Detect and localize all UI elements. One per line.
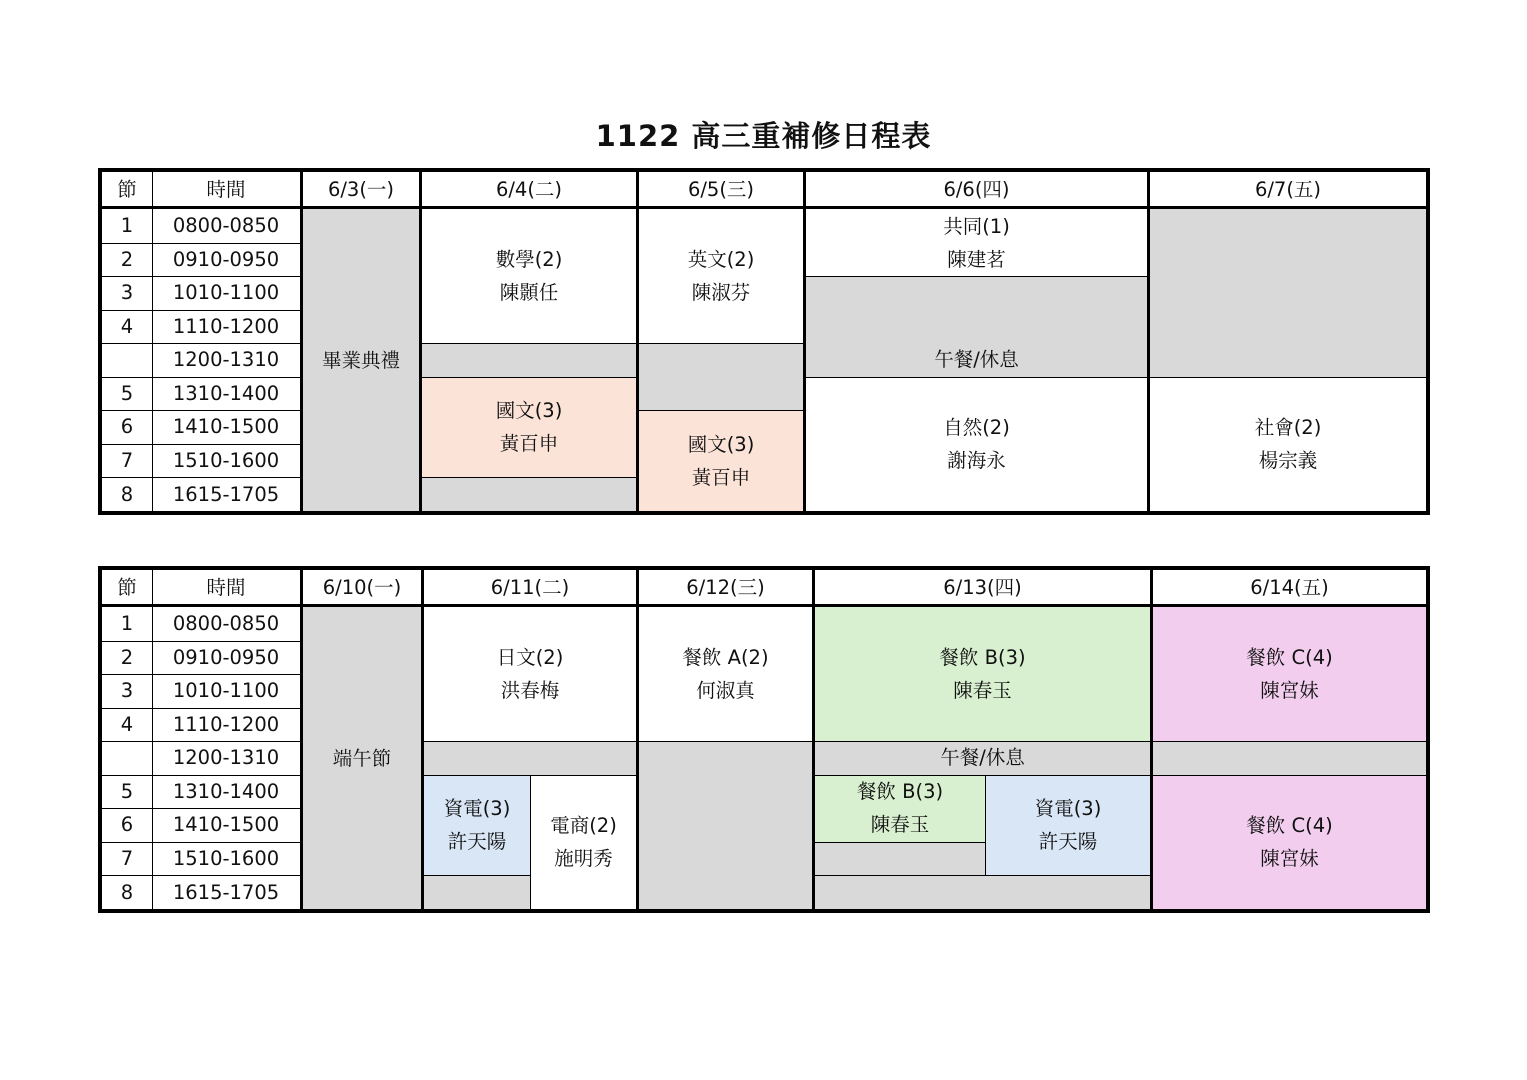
block-divider [422, 343, 636, 344]
period-number: 4 [120, 712, 134, 736]
teacher-name: 楊宗義 [1258, 448, 1318, 472]
block-divider [1153, 741, 1426, 742]
block-divider [1153, 775, 1426, 776]
column-divider [812, 570, 815, 909]
period-number [102, 343, 152, 377]
schedule-table-week2 [98, 566, 1430, 913]
schedule-table-week1 [98, 168, 1430, 515]
course-name: 共同(1) [943, 214, 1010, 238]
row-divider [102, 444, 300, 445]
period-number: 1 [120, 612, 134, 636]
day-header: 6/13(四) [943, 575, 1022, 599]
header-period: 節 [117, 575, 137, 599]
teacher-name: 陳宮妹 [1260, 846, 1319, 870]
course-name: 自然(2) [943, 415, 1010, 439]
teacher-name: 洪春梅 [500, 679, 560, 702]
block-divider [422, 377, 636, 378]
column-divider [1150, 570, 1153, 909]
teacher-name: 許天陽 [1038, 829, 1098, 853]
empty-block [639, 741, 812, 909]
event-label: 畢業典禮 [321, 348, 400, 372]
row-divider [102, 243, 300, 244]
header-period: 節 [117, 177, 137, 201]
period-number: 5 [120, 381, 134, 405]
day-header: 6/7(五) [1254, 177, 1322, 201]
teacher-name: 許天陽 [447, 829, 507, 853]
course-block [422, 209, 636, 343]
teacher-name: 黃百申 [691, 465, 751, 489]
row-divider [102, 641, 300, 642]
course-block [531, 775, 636, 910]
block-divider [815, 741, 1150, 742]
column-divider [803, 172, 806, 511]
day-header: 6/14(五) [1250, 575, 1329, 599]
course-block [815, 607, 1150, 741]
column-divider [300, 570, 303, 909]
lunch-block [815, 741, 1150, 775]
teacher-name: 陳宮妹 [1260, 679, 1319, 702]
lunch-block [422, 343, 636, 377]
period-number: 7 [120, 448, 134, 472]
teacher-name: 陳建茗 [947, 247, 1006, 271]
period-time: 1110-1200 [172, 712, 280, 736]
period-time: 0800-0850 [172, 612, 280, 636]
empty-block [422, 477, 636, 511]
column-divider [636, 570, 639, 909]
teacher-name: 陳顥任 [499, 281, 559, 304]
empty-block [806, 276, 1147, 343]
course-name: 餐飲 B(3) [856, 780, 944, 803]
header-time: 時間 [206, 177, 246, 201]
period-time: 1510-1600 [172, 846, 280, 870]
row-divider [102, 410, 300, 411]
block-divider [639, 410, 803, 411]
course-block [639, 209, 803, 343]
period-time: 0910-0950 [172, 247, 280, 271]
course-block [815, 775, 985, 842]
column-divider [636, 172, 639, 511]
course-name: 日文(2) [496, 646, 564, 669]
empty-block [1150, 209, 1426, 377]
period-time: 1510-1600 [172, 448, 280, 472]
period-number: 6 [120, 415, 134, 439]
period-number: 5 [120, 779, 134, 803]
block-divider [639, 343, 803, 344]
row-divider [102, 276, 300, 277]
period-number: 3 [120, 679, 134, 703]
row-divider [102, 775, 300, 776]
block-divider [424, 741, 636, 742]
course-name: 資電(3) [443, 796, 511, 820]
block-divider [806, 276, 1147, 277]
block-divider [815, 842, 985, 843]
period-time: 1200-1310 [172, 348, 280, 372]
row-divider [102, 741, 300, 742]
row-divider [102, 708, 300, 709]
teacher-name: 施明秀 [554, 846, 613, 870]
course-block [1153, 607, 1426, 741]
block-divider [815, 875, 1150, 876]
lunch-block [806, 343, 1147, 377]
block-divider [424, 875, 530, 876]
block-divider [422, 477, 636, 478]
column-divider [300, 172, 303, 511]
page-title: 1122 高三重補修日程表 [595, 119, 932, 153]
course-name: 國文(3) [495, 398, 563, 422]
teacher-name: 何淑真 [696, 679, 755, 702]
course-block [806, 209, 1147, 276]
empty-block [815, 875, 1150, 909]
column-divider [152, 570, 153, 909]
period-time: 1310-1400 [172, 381, 280, 405]
day-header: 6/6(四) [943, 177, 1010, 201]
course-name: 餐飲 A(2) [682, 646, 769, 669]
day-header: 6/10(一) [322, 575, 402, 599]
period-time: 1615-1705 [172, 482, 280, 506]
event-cell-holiday [303, 607, 421, 909]
course-block [1153, 775, 1426, 910]
row-divider [102, 842, 300, 843]
course-block [1150, 377, 1426, 512]
course-name: 數學(2) [495, 248, 563, 271]
empty-block [815, 842, 985, 876]
teacher-name: 謝海永 [947, 448, 1006, 472]
block-divider [639, 741, 812, 742]
day-header: 6/3(一) [327, 177, 395, 201]
row-divider [102, 875, 300, 876]
period-time: 1410-1500 [172, 415, 280, 439]
course-name: 國文(3) [687, 432, 755, 456]
block-divider [985, 775, 986, 876]
teacher-name: 陳春玉 [870, 813, 930, 836]
period-time: 1110-1200 [172, 314, 280, 338]
period-number: 2 [120, 645, 134, 669]
column-divider [419, 172, 422, 511]
period-time: 1010-1100 [172, 281, 280, 305]
period-time: 1615-1705 [172, 880, 280, 904]
teacher-name: 黃百申 [499, 431, 559, 455]
course-name: 餐飲 C(4) [1246, 646, 1333, 669]
course-block [639, 410, 803, 511]
empty-block [424, 875, 530, 909]
course-name: 英文(2) [687, 248, 755, 271]
period-time: 0800-0850 [172, 214, 280, 238]
period-time: 0910-0950 [172, 645, 280, 669]
block-divider [530, 775, 531, 910]
column-divider [1147, 172, 1150, 511]
event-label: 端午節 [332, 746, 392, 770]
column-divider [152, 172, 153, 511]
course-name: 電商(2) [550, 813, 617, 837]
period-number [102, 741, 152, 775]
day-header: 6/12(三) [686, 575, 765, 599]
course-name: 社會(2) [1254, 415, 1322, 439]
period-number: 2 [120, 247, 134, 271]
course-block [806, 377, 1147, 512]
period-number: 7 [120, 846, 134, 870]
column-divider [421, 570, 424, 909]
course-block [424, 775, 530, 876]
period-number: 8 [120, 880, 134, 904]
row-divider [102, 674, 300, 675]
block-divider [1150, 377, 1426, 378]
lunch-label: 午餐/休息 [934, 348, 1019, 372]
row-divider [102, 343, 300, 344]
row-divider [102, 377, 300, 378]
course-block [424, 607, 636, 741]
period-time: 1010-1100 [172, 679, 280, 703]
period-number: 6 [120, 813, 134, 837]
event-cell-graduation [303, 209, 419, 511]
period-time: 1310-1400 [172, 779, 280, 803]
period-time: 1200-1310 [172, 746, 280, 770]
block-divider [815, 775, 1150, 776]
lunch-block [424, 741, 636, 775]
course-name: 資電(3) [1034, 796, 1102, 820]
day-header: 6/4(二) [495, 177, 563, 201]
row-divider [102, 808, 300, 809]
teacher-name: 陳淑芬 [691, 281, 751, 304]
lunch-label: 午餐/休息 [940, 746, 1025, 770]
course-block [986, 775, 1150, 876]
teacher-name: 陳春玉 [953, 679, 1012, 702]
course-name: 餐飲 B(3) [939, 646, 1026, 669]
lunch-block [639, 343, 803, 410]
day-header: 6/11(二) [490, 575, 570, 599]
lunch-block [1153, 741, 1426, 775]
row-divider [102, 477, 300, 478]
period-number: 4 [120, 314, 134, 338]
period-number: 8 [120, 482, 134, 506]
period-number: 3 [120, 281, 134, 305]
course-block [422, 377, 636, 478]
row-divider [102, 310, 300, 311]
course-block [639, 607, 812, 741]
period-time: 1410-1500 [172, 813, 280, 837]
header-time: 時間 [206, 575, 246, 599]
course-name: 餐飲 C(4) [1246, 813, 1333, 837]
period-number: 1 [120, 214, 134, 238]
day-header: 6/5(三) [687, 177, 755, 201]
block-divider [806, 377, 1147, 378]
